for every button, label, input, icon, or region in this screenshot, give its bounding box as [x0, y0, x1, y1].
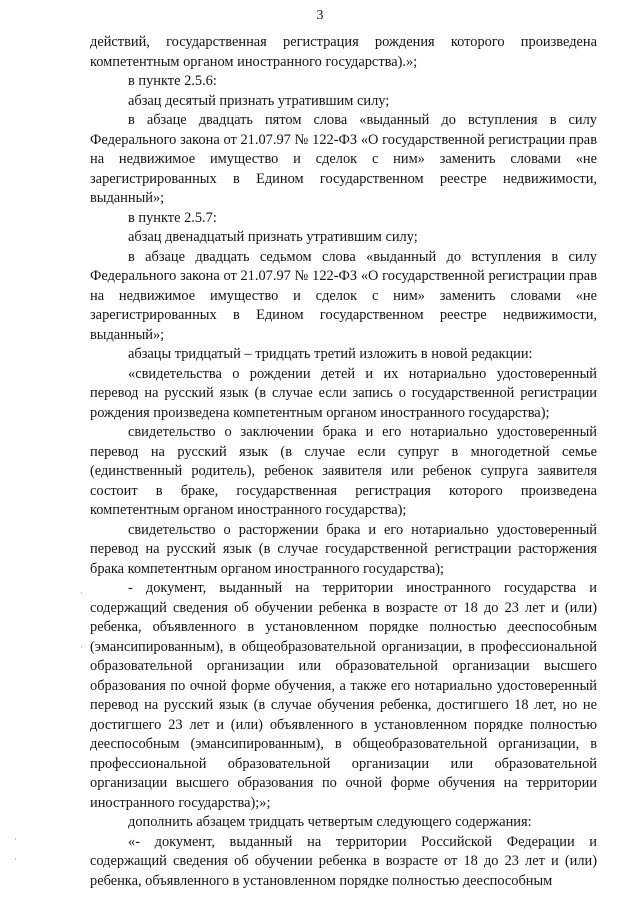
paragraph: в пункте 2.5.6: — [128, 73, 217, 89]
paragraph: в абзаце двадцать пятом слова «выданный до вступления в силу Федерального закона от 21.07.97 № 122-ФЗ «О государственной регистрации прав на недвижимое имущество и сделок с ним» заменить словами «не зарегистрированных в Едином государственном реестре недвижимости, выданный»; — [90, 112, 597, 206]
paragraph: действий, государственная регистрация рождения которого произведена компетентным органом иностранного государства).»; — [90, 34, 597, 70]
paragraph: абзац двенадцатый признать утратившим силу; — [128, 229, 418, 245]
paragraph: дополнить абзацем тридцать четвертым следующего содержания: — [128, 814, 532, 830]
paragraph: в пункте 2.5.7: — [128, 209, 217, 226]
paragraph: «свидетельства о рождении детей и их нотариально удостоверенный перевод на русский язык (в случае если запись о государственной регистрации рождения произведена компетентным органом иностранного государства); — [90, 365, 597, 421]
document-body — [90, 33, 597, 891]
scan-mark: · — [80, 643, 83, 653]
paragraph: «- документ, выданный на территории Российской Федерации и содержащий сведения об обучении ребенка в возрасте от 18 до 23 лет и (или) ребенка, объявленного в установленном порядке полностью дееспособным — [90, 833, 597, 889]
paragraph: свидетельство о заключении брака и его нотариально удостоверенный перевод на русский язык (в случае если супруг в многодетной семье (единственный родитель), ребенок заявителя или ребенок супруга заявителя состоит в браке, государственная регистрация которого произведена компетентным органом иностранного государства); — [90, 424, 597, 518]
paragraph: абзацы тридцатый – тридцать третий изложить в новой редакции: — [128, 346, 533, 362]
paragraph: абзац десятый признать утратившим силу; — [128, 92, 390, 109]
page-number: 3 — [316, 8, 324, 23]
paragraph: - документ, выданный на территории иностранного государства и содержащий сведения об обучении ребенка в возрасте от 18 до 23 лет и (или) ребенка, объявленного в установленном порядке полностью дееспособным (эмансипированным), в общеобразовательной организации, в профессиональной образовательной организации или образовательной организации высшего образования по очной форме обучения, а также его нотариально удостоверенный перевод на русский язык (в случае обучения ребенка, достигшего 18 лет, но не достигшего 23 лет и (или) объявленного в установленном порядке полностью дееспособным (эмансипированным), в общеобразовательной организации, в профессиональной образовательной организации или образовательной организации высшего образования по очной форме обучения на территории иностранного государства);»; — [90, 580, 597, 811]
paragraph: в абзаце двадцать седьмом слова «выданный до вступления в силу Федерального закона от 21.07.97 № 122-ФЗ «О государственной регистрации прав на недвижимое имущество и сделок с ним» заменить словами «не зарегистрированных в Едином государственном реестре недвижимости, выданный»; — [90, 248, 597, 343]
scan-mark: · — [14, 855, 17, 865]
scan-mark: · — [80, 589, 83, 599]
scan-mark: · — [14, 835, 17, 845]
paragraph: свидетельство о расторжении брака и его нотариально удостоверенный перевод на русский язык (в случае государственной регистрации расторжения брака компетентным органом иностранного государства); — [90, 521, 597, 577]
